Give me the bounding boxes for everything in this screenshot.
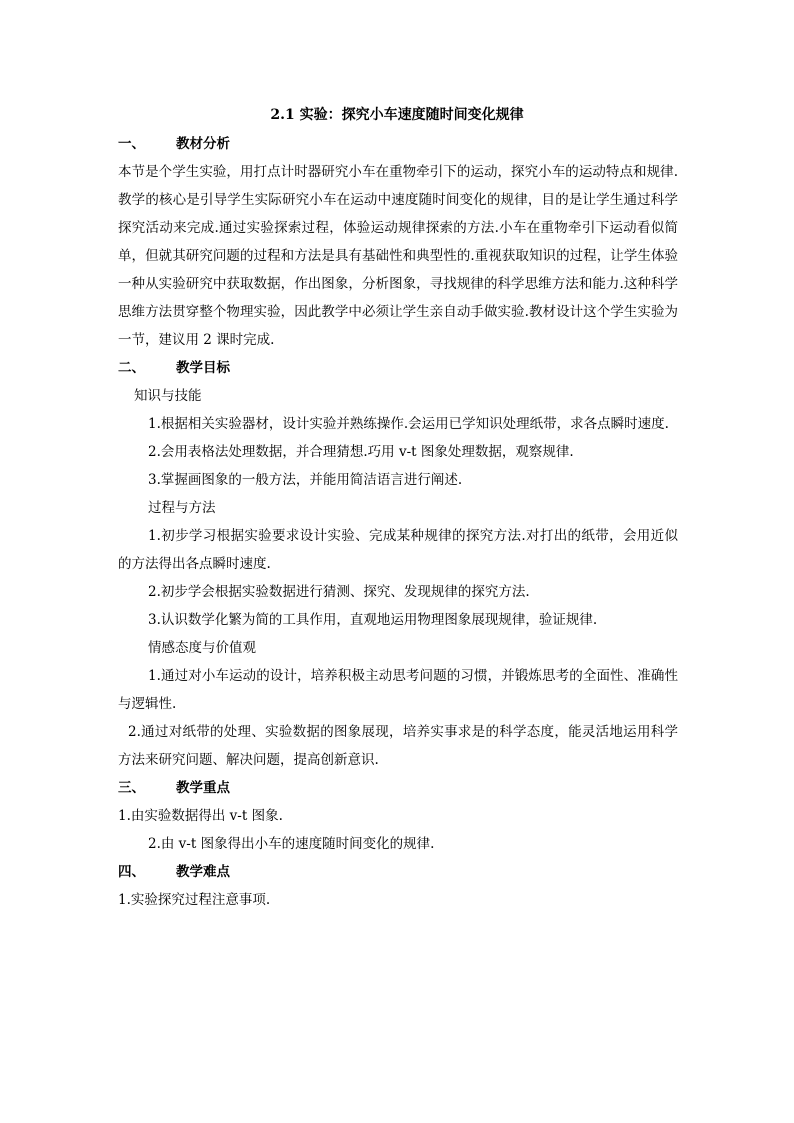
document-body <box>118 130 678 914</box>
list-item: 3.掌握画图象的一般方法，并能用简洁语言进行阐述. <box>148 472 463 488</box>
document-title: 2.1 实验：探究小车速度随时间变化规律 <box>270 107 524 123</box>
list-item: 1.初步学习根据实验要求设计实验、完成某种规律的探究方法.对打出的纸带，会用近似的方法得出各点瞬时速度. <box>118 528 678 572</box>
subheading-process-methods: 过程与方法 <box>148 500 216 516</box>
section-number: 三、 <box>118 780 145 796</box>
list-item: 3.认识数学化繁为简的工具作用，直观地运用物理图象展现规律，验证规律. <box>148 612 598 628</box>
list-item: 2.由 v-t 图象得出小车的速度随时间变化的规律. <box>148 836 435 852</box>
section-heading-1 <box>118 130 678 158</box>
paragraph-textbook-analysis: 本节是个学生实验，用打点计时器研究小车在重物牵引下的运动，探究小车的运动特点和规律.教学的核心是引导学生实际研究小车在运动中速度随时间变化的规律，目的是让学生通过科学探究活动来完成.通过实验探索过程，体验运动规律探索的方法.小车在重物牵引下运动看似简单，但就其研究问题的过程和方法是具有基础性和典型性的.重视获取知识的过程，让学生体验一种从实验研究中获取数据，作出图象，分析图象，寻找规律的科学思维方法和能力.这种科学思维方法贯穿整个物理实验，因此教学中必须让学生亲自动手做实验.教材设计这个学生实验为一节，建议用 2 课时完成. <box>118 164 678 348</box>
section-number: 二、 <box>118 360 145 376</box>
list-item: 2.初步学会根据实验数据进行猜测、探究、发现规律的探究方法. <box>148 584 530 600</box>
list-item: 1.通过对小车运动的设计，培养积极主动思考问题的习惯，并锻炼思考的全面性、准确性与逻辑性. <box>118 668 678 712</box>
list-item: 1.实验探究过程注意事项. <box>118 892 271 908</box>
list-item: 1.根据相关实验器材，设计实验并熟练操作.会运用已学知识处理纸带，求各点瞬时速度. <box>148 416 669 432</box>
section-title: 教学难点 <box>176 864 230 880</box>
section-heading-4 <box>118 858 678 886</box>
list-item: 2.通过对纸带的处理、实验数据的图象展现，培养实事求是的科学态度，能灵活地运用科学方法来研究问题、解决问题，提高创新意识. <box>118 724 678 768</box>
section-title: 教学重点 <box>176 780 230 796</box>
section-title: 教学目标 <box>176 360 230 376</box>
list-item: 2.会用表格法处理数据，并合理猜想.巧用 v-t 图象处理数据，观察规律. <box>148 444 574 460</box>
section-number: 一、 <box>118 136 145 152</box>
section-heading-3 <box>118 774 678 802</box>
list-item: 1.由实验数据得出 v-t 图象. <box>118 808 283 824</box>
section-title: 教材分析 <box>176 136 230 152</box>
section-number: 四、 <box>118 864 145 880</box>
subheading-attitudes-values: 情感态度与价值观 <box>148 640 256 656</box>
subheading-knowledge-skills: 知识与技能 <box>134 388 202 404</box>
section-heading-2 <box>118 354 678 382</box>
